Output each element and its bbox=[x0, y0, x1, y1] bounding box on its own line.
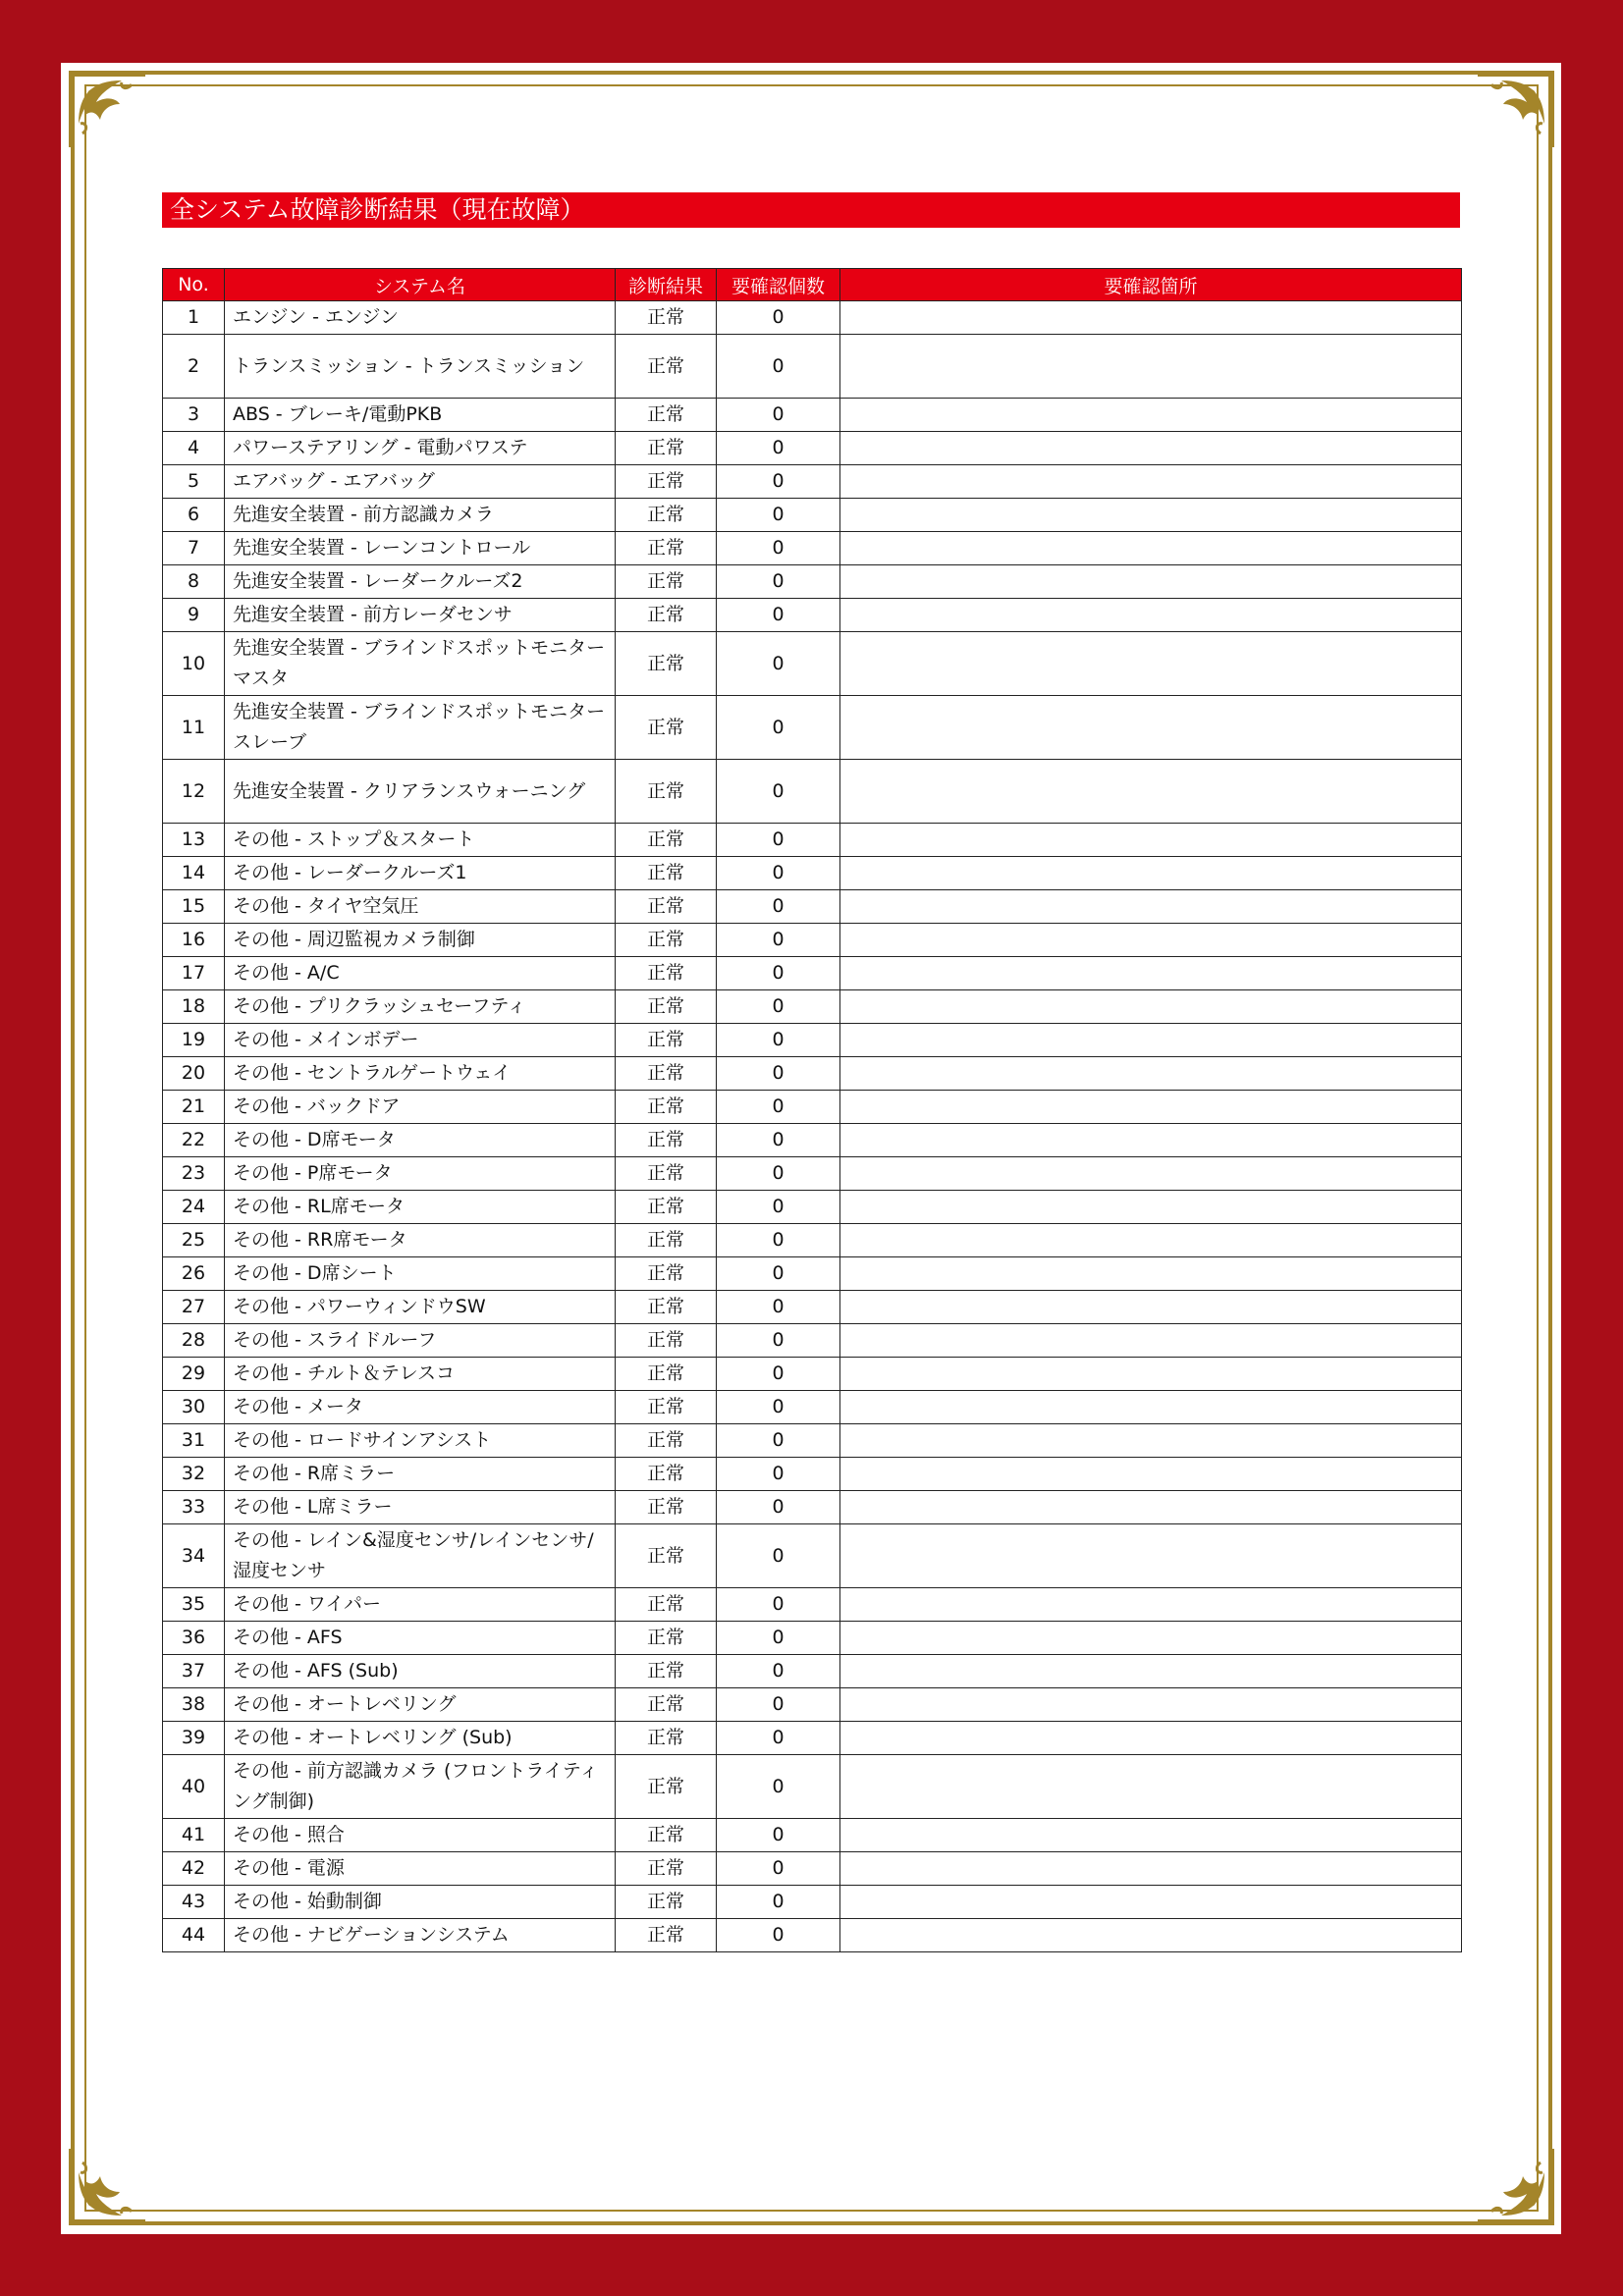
check-location bbox=[840, 1124, 1462, 1157]
system-name: その他 - D席シート bbox=[225, 1257, 616, 1291]
system-name: ABS - ブレーキ/電動PKB bbox=[225, 399, 616, 432]
diagnosis-result: 正常 bbox=[616, 1852, 717, 1886]
row-number: 26 bbox=[163, 1257, 225, 1291]
system-name: その他 - 周辺監視カメラ制御 bbox=[225, 924, 616, 957]
row-number: 44 bbox=[163, 1919, 225, 1952]
table-row bbox=[163, 335, 1462, 399]
row-number: 25 bbox=[163, 1224, 225, 1257]
row-number: 18 bbox=[163, 990, 225, 1024]
diagnosis-result: 正常 bbox=[616, 399, 717, 432]
row-number: 31 bbox=[163, 1424, 225, 1458]
diagnosis-result: 正常 bbox=[616, 465, 717, 499]
row-number: 4 bbox=[163, 432, 225, 465]
diagnosis-result: 正常 bbox=[616, 1324, 717, 1358]
check-count: 0 bbox=[717, 1524, 840, 1588]
table-row bbox=[163, 990, 1462, 1024]
system-name: 先進安全装置 - 前方レーダセンサ bbox=[225, 599, 616, 632]
row-number: 33 bbox=[163, 1491, 225, 1524]
diagnosis-result: 正常 bbox=[616, 1886, 717, 1919]
diagnosis-result: 正常 bbox=[616, 957, 717, 990]
table-row bbox=[163, 1257, 1462, 1291]
system-name: その他 - A/C bbox=[225, 957, 616, 990]
diagnosis-result: 正常 bbox=[616, 1358, 717, 1391]
system-name: その他 - パワーウィンドウSW bbox=[225, 1291, 616, 1324]
diagnosis-result: 正常 bbox=[616, 1819, 717, 1852]
diagnosis-result: 正常 bbox=[616, 632, 717, 696]
diagnosis-result: 正常 bbox=[616, 1057, 717, 1091]
system-name: その他 - R席ミラー bbox=[225, 1458, 616, 1491]
check-count: 0 bbox=[717, 1057, 840, 1091]
row-number: 39 bbox=[163, 1722, 225, 1755]
row-number: 12 bbox=[163, 760, 225, 824]
diagnosis-result: 正常 bbox=[616, 1655, 717, 1688]
system-name: その他 - AFS bbox=[225, 1622, 616, 1655]
row-number: 21 bbox=[163, 1091, 225, 1124]
header-system-name: システム名 bbox=[225, 269, 616, 301]
system-name: その他 - D席モータ bbox=[225, 1124, 616, 1157]
corner-ornament-icon bbox=[1472, 2143, 1560, 2231]
check-count: 0 bbox=[717, 1886, 840, 1919]
check-count: 0 bbox=[717, 1124, 840, 1157]
check-location bbox=[840, 1491, 1462, 1524]
check-count: 0 bbox=[717, 1091, 840, 1124]
check-location bbox=[840, 1688, 1462, 1722]
table-row bbox=[163, 1688, 1462, 1722]
check-location bbox=[840, 1024, 1462, 1057]
table-row bbox=[163, 1091, 1462, 1124]
diagnosis-result: 正常 bbox=[616, 532, 717, 565]
table-row bbox=[163, 1491, 1462, 1524]
check-location bbox=[840, 1391, 1462, 1424]
diagnosis-result: 正常 bbox=[616, 1124, 717, 1157]
diagnosis-result: 正常 bbox=[616, 499, 717, 532]
check-location bbox=[840, 599, 1462, 632]
header-check-location: 要確認箇所 bbox=[840, 269, 1462, 301]
check-location bbox=[840, 1588, 1462, 1622]
row-number: 24 bbox=[163, 1191, 225, 1224]
check-count: 0 bbox=[717, 499, 840, 532]
row-number: 41 bbox=[163, 1819, 225, 1852]
row-number: 36 bbox=[163, 1622, 225, 1655]
table-row bbox=[163, 1124, 1462, 1157]
row-number: 38 bbox=[163, 1688, 225, 1722]
table-row bbox=[163, 857, 1462, 890]
row-number: 28 bbox=[163, 1324, 225, 1358]
check-count: 0 bbox=[717, 301, 840, 335]
check-location bbox=[840, 1324, 1462, 1358]
corner-ornament-icon bbox=[1472, 65, 1560, 153]
row-number: 5 bbox=[163, 465, 225, 499]
check-location bbox=[840, 1358, 1462, 1391]
check-location bbox=[840, 499, 1462, 532]
diagnosis-result: 正常 bbox=[616, 1424, 717, 1458]
check-count: 0 bbox=[717, 599, 840, 632]
check-count: 0 bbox=[717, 1291, 840, 1324]
system-name: その他 - レイン&湿度センサ/レインセンサ/湿度センサ bbox=[225, 1524, 616, 1588]
row-number: 8 bbox=[163, 565, 225, 599]
table-row bbox=[163, 1755, 1462, 1819]
diagnosis-result: 正常 bbox=[616, 432, 717, 465]
system-name: その他 - 前方認識カメラ (フロントライティング制御) bbox=[225, 1755, 616, 1819]
diagnosis-result: 正常 bbox=[616, 565, 717, 599]
table-row bbox=[163, 301, 1462, 335]
check-location bbox=[840, 1191, 1462, 1224]
check-location bbox=[840, 1622, 1462, 1655]
row-number: 14 bbox=[163, 857, 225, 890]
check-count: 0 bbox=[717, 399, 840, 432]
corner-ornament-icon bbox=[63, 2143, 151, 2231]
check-location bbox=[840, 432, 1462, 465]
check-location bbox=[840, 857, 1462, 890]
system-name: その他 - AFS (Sub) bbox=[225, 1655, 616, 1688]
table-row bbox=[163, 599, 1462, 632]
check-count: 0 bbox=[717, 1655, 840, 1688]
check-count: 0 bbox=[717, 760, 840, 824]
diagnosis-table bbox=[162, 268, 1462, 1952]
system-name: その他 - P席モータ bbox=[225, 1157, 616, 1191]
check-location bbox=[840, 824, 1462, 857]
system-name: 先進安全装置 - 前方認識カメラ bbox=[225, 499, 616, 532]
table-row bbox=[163, 890, 1462, 924]
system-name: 先進安全装置 - レーンコントロール bbox=[225, 532, 616, 565]
system-name: トランスミッション - トランスミッション bbox=[225, 335, 616, 399]
row-number: 37 bbox=[163, 1655, 225, 1688]
table-row bbox=[163, 1224, 1462, 1257]
table-row bbox=[163, 1886, 1462, 1919]
diagnosis-result: 正常 bbox=[616, 1588, 717, 1622]
check-location bbox=[840, 465, 1462, 499]
check-count: 0 bbox=[717, 924, 840, 957]
check-count: 0 bbox=[717, 1191, 840, 1224]
row-number: 43 bbox=[163, 1886, 225, 1919]
check-count: 0 bbox=[717, 1157, 840, 1191]
table-row bbox=[163, 1424, 1462, 1458]
check-count: 0 bbox=[717, 1224, 840, 1257]
diagnosis-result: 正常 bbox=[616, 890, 717, 924]
system-name: その他 - タイヤ空気圧 bbox=[225, 890, 616, 924]
page-title: 全システム故障診断結果（現在故障） bbox=[162, 192, 1460, 228]
diagnosis-result: 正常 bbox=[616, 1919, 717, 1952]
system-name: その他 - 始動制御 bbox=[225, 1886, 616, 1919]
row-number: 2 bbox=[163, 335, 225, 399]
check-count: 0 bbox=[717, 890, 840, 924]
system-name: その他 - ナビゲーションシステム bbox=[225, 1919, 616, 1952]
table-row bbox=[163, 1655, 1462, 1688]
diagnosis-result: 正常 bbox=[616, 924, 717, 957]
table-row bbox=[163, 1919, 1462, 1952]
diagnosis-result: 正常 bbox=[616, 1157, 717, 1191]
check-location bbox=[840, 924, 1462, 957]
row-number: 19 bbox=[163, 1024, 225, 1057]
row-number: 10 bbox=[163, 632, 225, 696]
check-count: 0 bbox=[717, 1491, 840, 1524]
check-location bbox=[840, 1852, 1462, 1886]
diagnosis-result: 正常 bbox=[616, 1755, 717, 1819]
check-location bbox=[840, 1091, 1462, 1124]
system-name: その他 - チルト＆テレスコ bbox=[225, 1358, 616, 1391]
system-name: その他 - ロードサインアシスト bbox=[225, 1424, 616, 1458]
system-name: その他 - 電源 bbox=[225, 1852, 616, 1886]
diagnosis-result: 正常 bbox=[616, 1191, 717, 1224]
header-no: No. bbox=[163, 269, 225, 301]
table-row bbox=[163, 1524, 1462, 1588]
system-name: その他 - スライドルーフ bbox=[225, 1324, 616, 1358]
row-number: 27 bbox=[163, 1291, 225, 1324]
check-count: 0 bbox=[717, 1358, 840, 1391]
check-location bbox=[840, 1291, 1462, 1324]
check-location bbox=[840, 696, 1462, 760]
check-count: 0 bbox=[717, 1722, 840, 1755]
row-number: 15 bbox=[163, 890, 225, 924]
check-count: 0 bbox=[717, 1257, 840, 1291]
system-name: その他 - L席ミラー bbox=[225, 1491, 616, 1524]
check-count: 0 bbox=[717, 1458, 840, 1491]
check-count: 0 bbox=[717, 990, 840, 1024]
check-count: 0 bbox=[717, 1588, 840, 1622]
table-row bbox=[163, 1458, 1462, 1491]
diagnosis-result: 正常 bbox=[616, 1091, 717, 1124]
system-name: 先進安全装置 - ブラインドスポットモニター マスタ bbox=[225, 632, 616, 696]
table-row bbox=[163, 1358, 1462, 1391]
table-row bbox=[163, 1819, 1462, 1852]
table-row bbox=[163, 432, 1462, 465]
system-name: その他 - バックドア bbox=[225, 1091, 616, 1124]
system-name: その他 - レーダークルーズ1 bbox=[225, 857, 616, 890]
row-number: 3 bbox=[163, 399, 225, 432]
check-location bbox=[840, 1722, 1462, 1755]
system-name: その他 - RL席モータ bbox=[225, 1191, 616, 1224]
check-count: 0 bbox=[717, 1755, 840, 1819]
check-count: 0 bbox=[717, 565, 840, 599]
table-row bbox=[163, 1057, 1462, 1091]
diagnosis-result: 正常 bbox=[616, 824, 717, 857]
table-row bbox=[163, 696, 1462, 760]
check-count: 0 bbox=[717, 857, 840, 890]
table-header-row bbox=[163, 269, 1462, 301]
header-result: 診断結果 bbox=[616, 269, 717, 301]
table-row bbox=[163, 1588, 1462, 1622]
row-number: 7 bbox=[163, 532, 225, 565]
diagnosis-result: 正常 bbox=[616, 696, 717, 760]
check-count: 0 bbox=[717, 824, 840, 857]
diagnosis-result: 正常 bbox=[616, 1291, 717, 1324]
diagnosis-result: 正常 bbox=[616, 1688, 717, 1722]
diagnosis-result: 正常 bbox=[616, 1491, 717, 1524]
system-name: その他 - メータ bbox=[225, 1391, 616, 1424]
check-location bbox=[840, 1224, 1462, 1257]
row-number: 11 bbox=[163, 696, 225, 760]
table-row bbox=[163, 532, 1462, 565]
check-count: 0 bbox=[717, 1391, 840, 1424]
diagnosis-result: 正常 bbox=[616, 760, 717, 824]
header-check-count: 要確認個数 bbox=[717, 269, 840, 301]
row-number: 29 bbox=[163, 1358, 225, 1391]
check-location bbox=[840, 1157, 1462, 1191]
check-location bbox=[840, 1458, 1462, 1491]
check-location bbox=[840, 335, 1462, 399]
diagnosis-result: 正常 bbox=[616, 301, 717, 335]
row-number: 16 bbox=[163, 924, 225, 957]
table-row bbox=[163, 632, 1462, 696]
table-row bbox=[163, 760, 1462, 824]
corner-ornament-icon bbox=[63, 65, 151, 153]
check-count: 0 bbox=[717, 632, 840, 696]
table-row bbox=[163, 465, 1462, 499]
check-count: 0 bbox=[717, 1819, 840, 1852]
system-name: その他 - オートレベリング bbox=[225, 1688, 616, 1722]
row-number: 9 bbox=[163, 599, 225, 632]
system-name: その他 - ストップ＆スタート bbox=[225, 824, 616, 857]
check-count: 0 bbox=[717, 1424, 840, 1458]
system-name: その他 - オートレベリング (Sub) bbox=[225, 1722, 616, 1755]
system-name: その他 - RR席モータ bbox=[225, 1224, 616, 1257]
check-count: 0 bbox=[717, 957, 840, 990]
table-row bbox=[163, 1024, 1462, 1057]
check-location bbox=[840, 1886, 1462, 1919]
check-count: 0 bbox=[717, 1852, 840, 1886]
check-location bbox=[840, 1057, 1462, 1091]
diagnosis-result: 正常 bbox=[616, 1257, 717, 1291]
check-count: 0 bbox=[717, 1688, 840, 1722]
check-count: 0 bbox=[717, 1324, 840, 1358]
system-name: その他 - プリクラッシュセーフティ bbox=[225, 990, 616, 1024]
row-number: 32 bbox=[163, 1458, 225, 1491]
system-name: その他 - セントラルゲートウェイ bbox=[225, 1057, 616, 1091]
system-name: エアバッグ - エアバッグ bbox=[225, 465, 616, 499]
table-row bbox=[163, 1852, 1462, 1886]
check-location bbox=[840, 1424, 1462, 1458]
check-location bbox=[840, 1919, 1462, 1952]
table-row bbox=[163, 1157, 1462, 1191]
check-count: 0 bbox=[717, 1622, 840, 1655]
row-number: 22 bbox=[163, 1124, 225, 1157]
row-number: 13 bbox=[163, 824, 225, 857]
diagnosis-result: 正常 bbox=[616, 1391, 717, 1424]
check-location bbox=[840, 1755, 1462, 1819]
check-location bbox=[840, 1819, 1462, 1852]
check-location bbox=[840, 301, 1462, 335]
check-location bbox=[840, 760, 1462, 824]
check-location bbox=[840, 1257, 1462, 1291]
row-number: 17 bbox=[163, 957, 225, 990]
check-count: 0 bbox=[717, 696, 840, 760]
row-number: 40 bbox=[163, 1755, 225, 1819]
row-number: 35 bbox=[163, 1588, 225, 1622]
diagnosis-result: 正常 bbox=[616, 857, 717, 890]
table-row bbox=[163, 1622, 1462, 1655]
diagnosis-result: 正常 bbox=[616, 599, 717, 632]
row-number: 30 bbox=[163, 1391, 225, 1424]
system-name: パワーステアリング - 電動パワステ bbox=[225, 432, 616, 465]
check-location bbox=[840, 632, 1462, 696]
system-name: その他 - ワイパー bbox=[225, 1588, 616, 1622]
table-row bbox=[163, 924, 1462, 957]
table-row bbox=[163, 1391, 1462, 1424]
table-row bbox=[163, 399, 1462, 432]
check-count: 0 bbox=[717, 1024, 840, 1057]
diagnosis-result: 正常 bbox=[616, 1524, 717, 1588]
check-location bbox=[840, 990, 1462, 1024]
table-row bbox=[163, 499, 1462, 532]
check-location bbox=[840, 532, 1462, 565]
check-location bbox=[840, 890, 1462, 924]
row-number: 1 bbox=[163, 301, 225, 335]
check-location bbox=[840, 1655, 1462, 1688]
check-location bbox=[840, 399, 1462, 432]
system-name: 先進安全装置 - レーダークルーズ2 bbox=[225, 565, 616, 599]
row-number: 42 bbox=[163, 1852, 225, 1886]
table-row bbox=[163, 1722, 1462, 1755]
row-number: 6 bbox=[163, 499, 225, 532]
system-name: エンジン - エンジン bbox=[225, 301, 616, 335]
diagnosis-result: 正常 bbox=[616, 1722, 717, 1755]
diagnosis-result: 正常 bbox=[616, 990, 717, 1024]
check-location bbox=[840, 565, 1462, 599]
system-name: その他 - メインボデー bbox=[225, 1024, 616, 1057]
diagnosis-result: 正常 bbox=[616, 1224, 717, 1257]
system-name: 先進安全装置 - クリアランスウォーニング bbox=[225, 760, 616, 824]
row-number: 23 bbox=[163, 1157, 225, 1191]
table-row bbox=[163, 1191, 1462, 1224]
system-name: 先進安全装置 - ブラインドスポットモニター スレーブ bbox=[225, 696, 616, 760]
row-number: 34 bbox=[163, 1524, 225, 1588]
check-count: 0 bbox=[717, 1919, 840, 1952]
diagnosis-result: 正常 bbox=[616, 1024, 717, 1057]
table-row bbox=[163, 1291, 1462, 1324]
check-count: 0 bbox=[717, 432, 840, 465]
diagnosis-result: 正常 bbox=[616, 1458, 717, 1491]
check-count: 0 bbox=[717, 465, 840, 499]
table-row bbox=[163, 957, 1462, 990]
check-location bbox=[840, 957, 1462, 990]
check-location bbox=[840, 1524, 1462, 1588]
table-row bbox=[163, 1324, 1462, 1358]
diagnosis-result: 正常 bbox=[616, 335, 717, 399]
system-name: その他 - 照合 bbox=[225, 1819, 616, 1852]
table-row bbox=[163, 565, 1462, 599]
check-count: 0 bbox=[717, 335, 840, 399]
row-number: 20 bbox=[163, 1057, 225, 1091]
diagnosis-result: 正常 bbox=[616, 1622, 717, 1655]
table-row bbox=[163, 824, 1462, 857]
check-count: 0 bbox=[717, 532, 840, 565]
